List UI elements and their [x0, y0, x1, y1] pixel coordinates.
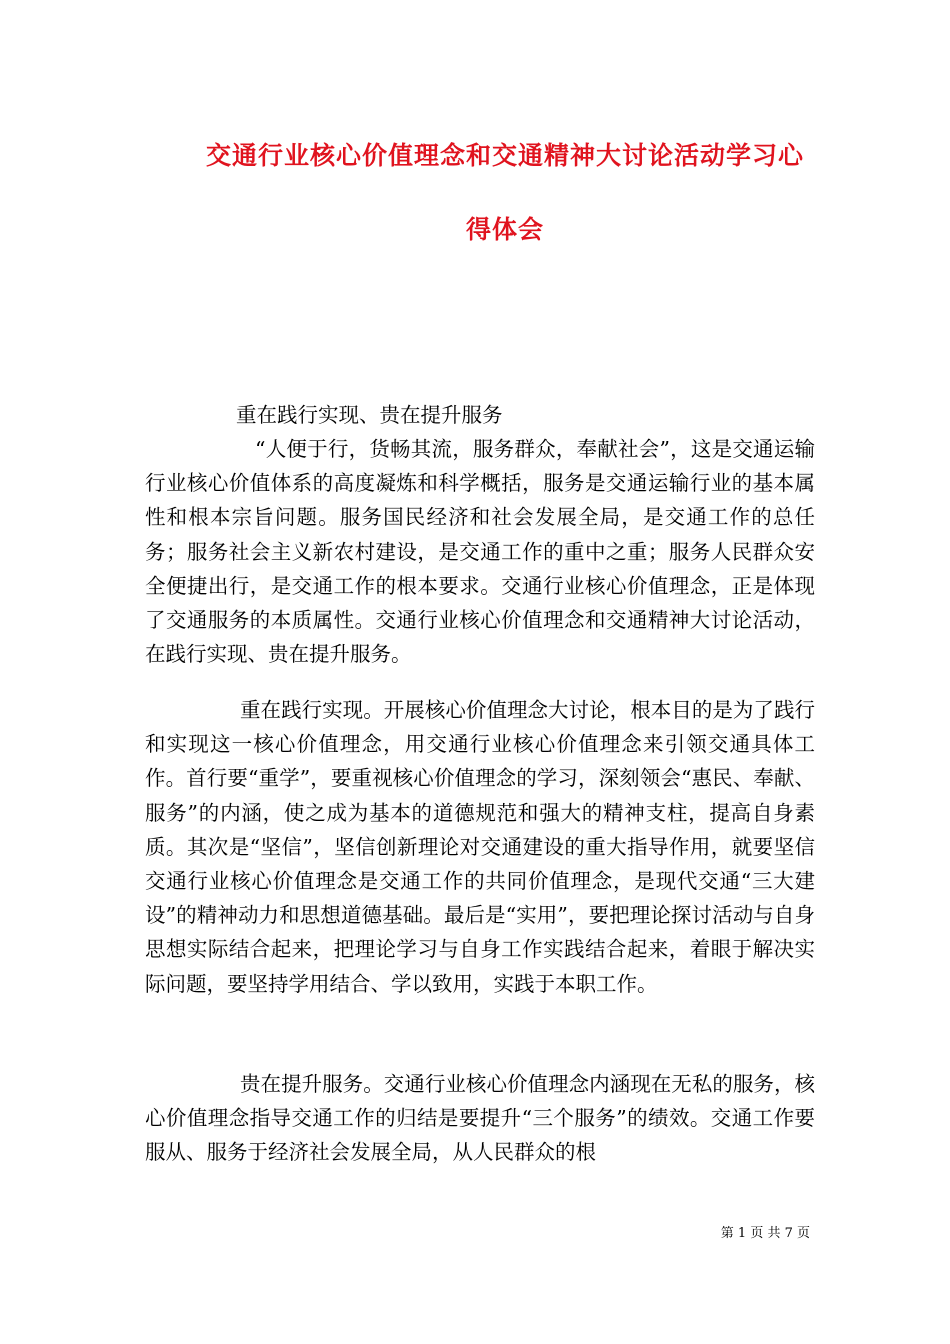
paragraph-1: “人便于行，货畅其流，服务群众，奉献社会”，这是交通运输行业核心价值体系的高度凝炼和科学概括，服务是交通运输行业的基本属性和根本宗旨问题。服务国民经济和社会发展全局，是交通工作的总任务；服务社会主义新农村建设，是交通工作的重中之重；服务人民群众安全便捷出行，是交通工作的根本要求。交通行业核心价值理念，正是体现了交通服务的本质属性。交通行业核心价值理念和交通精神大讨论活动，在践行实现、贵在提升服务。 — [145, 437, 815, 667]
document-title-line-2: 得体会 — [465, 215, 544, 244]
document-title-line-1: 交通行业核心价值理念和交通精神大讨论活动学习心 — [205, 141, 804, 170]
paragraph-2: 重在践行实现。开展核心价值理念大讨论，根本目的是为了践行和实现这一核心价值理念，用交通行业核心价值理念来引领交通具体工作。首行要“重学”，要重视核心价值理念的学习，深刻领会“惠民、奉献、服务”的内涵，使之成为基本的道德规范和强大的精神支柱，提高自身素质。其次是“坚信”，坚信创新理论对交通建设的重大指导作用，就要坚信交通行业核心价值理念是交通工作的共同价值理念，是现代交通“三大建设”的精神动力和思想道德基础。最后是“实用”，要把理论探讨活动与自身思想实际结合起来，把理论学习与自身工作实践结合起来，着眼于解决实际问题，要坚持学用结合、学以致用，实践于本职工作。 — [145, 698, 815, 996]
paragraph-3: 贵在提升服务。交通行业核心价值理念内涵现在无私的服务，核心价值理念指导交通工作的归结是要提升“三个服务”的绩效。交通工作要服从、服务于经济社会发展全局，从人民群众的根 — [145, 1072, 815, 1165]
document-subtitle: 重在践行实现、贵在提升服务 — [236, 403, 503, 427]
page-footer: 第 1 页 共 7 页 — [720, 1226, 810, 1241]
